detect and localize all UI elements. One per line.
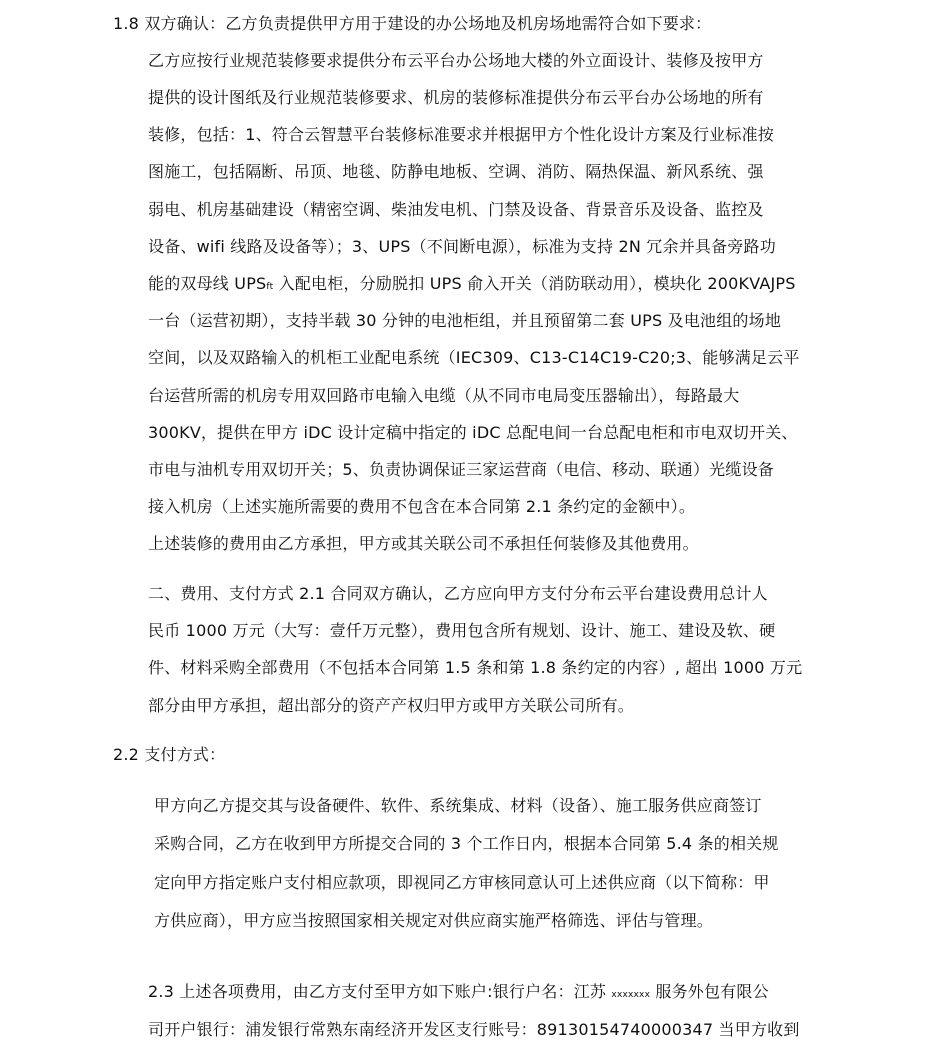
text-fragment: 服务外包有限公 xyxy=(650,982,769,1001)
paragraph-line: 司开户银行：浦发银行常熟东南经济开发区支行账号：89130154740000347 当甲方收到 xyxy=(148,1020,800,1039)
text-fragment: 能的双母线 UPS xyxy=(148,274,267,293)
subscript-fragment: ft xyxy=(266,282,274,292)
section-2-2-heading: 2.2 支付方式： xyxy=(113,745,226,764)
paragraph-line xyxy=(148,982,769,1005)
paragraph-line: 一台（运营初期），支持半载 30 分钟的电池柜组，并且预留第二套 UPS 及电池组的场地 xyxy=(148,311,782,330)
paragraph-line: 弱电、机房基础建设（精密空调、柴油发电机、门禁及设备、背景音乐及设备、监控及 xyxy=(148,200,764,219)
paragraph-line: 定向甲方指定账户支付相应款项，即视同乙方审核同意认可上述供应商（以下简称：甲 xyxy=(154,873,770,892)
paragraph-line: 乙方应按行业规范装修要求提供分布云平台办公场地大楼的外立面设计、装修及按甲方 xyxy=(148,51,764,70)
paragraph-line: 空间，以及双路输入的机柜工业配电系统（IEC309、C13-C14C19-C20;3、能够满足云平 xyxy=(148,348,800,367)
paragraph-line: 接入机房（上述实施所需要的费用不包含在本合同第 2.1 条约定的金额中）。 xyxy=(148,497,696,516)
paragraph-line: 设备、wifi 线路及设备等）；3、UPS（不间断电源），标准为支持 2N 冗余并具备旁路功 xyxy=(148,237,776,256)
paragraph-line: 甲方向乙方提交其与设备硬件、软件、系统集成、材料（设备）、施工服务供应商签订 xyxy=(154,796,762,815)
paragraph-line xyxy=(148,274,796,297)
paragraph-line: 图施工，包括隔断、吊顶、地毯、防静电地板、空调、消防、隔热保温、新风系统、强 xyxy=(148,162,764,181)
paragraph-line: 台运营所需的机房专用双回路市电输入电缆（从不同市电局变压器输出），每路最大 xyxy=(148,386,740,405)
section-1-8-heading: 1.8 双方确认：乙方负责提供甲方用于建设的办公场地及机房场地需符合如下要求： xyxy=(113,14,712,33)
paragraph-line: 装修，包括：1、符合云智慧平台装修标准要求并根据甲方个性化设计方案及行业标准按 xyxy=(148,125,774,144)
paragraph-line: 采购合同，乙方在收到甲方所提交合同的 3 个工作日内，根据本合同第 5.4 条的相关规 xyxy=(154,834,779,853)
paragraph-line: 件、材料采购全部费用（不包括本合同第 1.5 条和第 1.8 条约定的内容）, 超出 1000 万元 xyxy=(148,658,803,677)
paragraph-line: 部分由甲方承担，超出部分的资产产权归甲方或甲方关联公司所有。 xyxy=(148,696,635,715)
paragraph-line: 市电与油机专用双切开关；5、负责协调保证三家运营商（电信、移动、联通）光缆设备 xyxy=(148,460,774,479)
paragraph-line: 上述装修的费用由乙方承担，甲方或其关联公司不承担任何装修及其他费用。 xyxy=(148,534,699,553)
paragraph-line: 方供应商），甲方应当按照国家相关规定对供应商实施严格筛选、评估与管理。 xyxy=(154,911,714,930)
redacted-fragment: xxxxxxx xyxy=(611,990,651,1000)
paragraph-line: 民币 1000 万元（大写：壹仟万元整），费用包含所有规划、设计、施工、建设及软、硬 xyxy=(148,621,776,640)
paragraph-line: 二、费用、支付方式 2.1 合同双方确认，乙方应向甲方支付分布云平台建设费用总计人 xyxy=(148,584,768,603)
paragraph-line: 300KV，提供在甲方 iDC 设计定稿中指定的 iDC 总配电间一台总配电柜和市电双切开关、 xyxy=(148,423,798,442)
text-fragment: 2.3 上述各项费用，由乙方支付至甲方如下账户:银行户名：江苏 xyxy=(148,982,612,1001)
text-fragment: 入配电柜，分励脱扣 UPS 俞入开关（消防联动用），模块化 200KVAJPS xyxy=(273,274,796,293)
paragraph-line: 提供的设计图纸及行业规范装修要求、机房的装修标准提供分布云平台办公场地的所有 xyxy=(148,88,764,107)
